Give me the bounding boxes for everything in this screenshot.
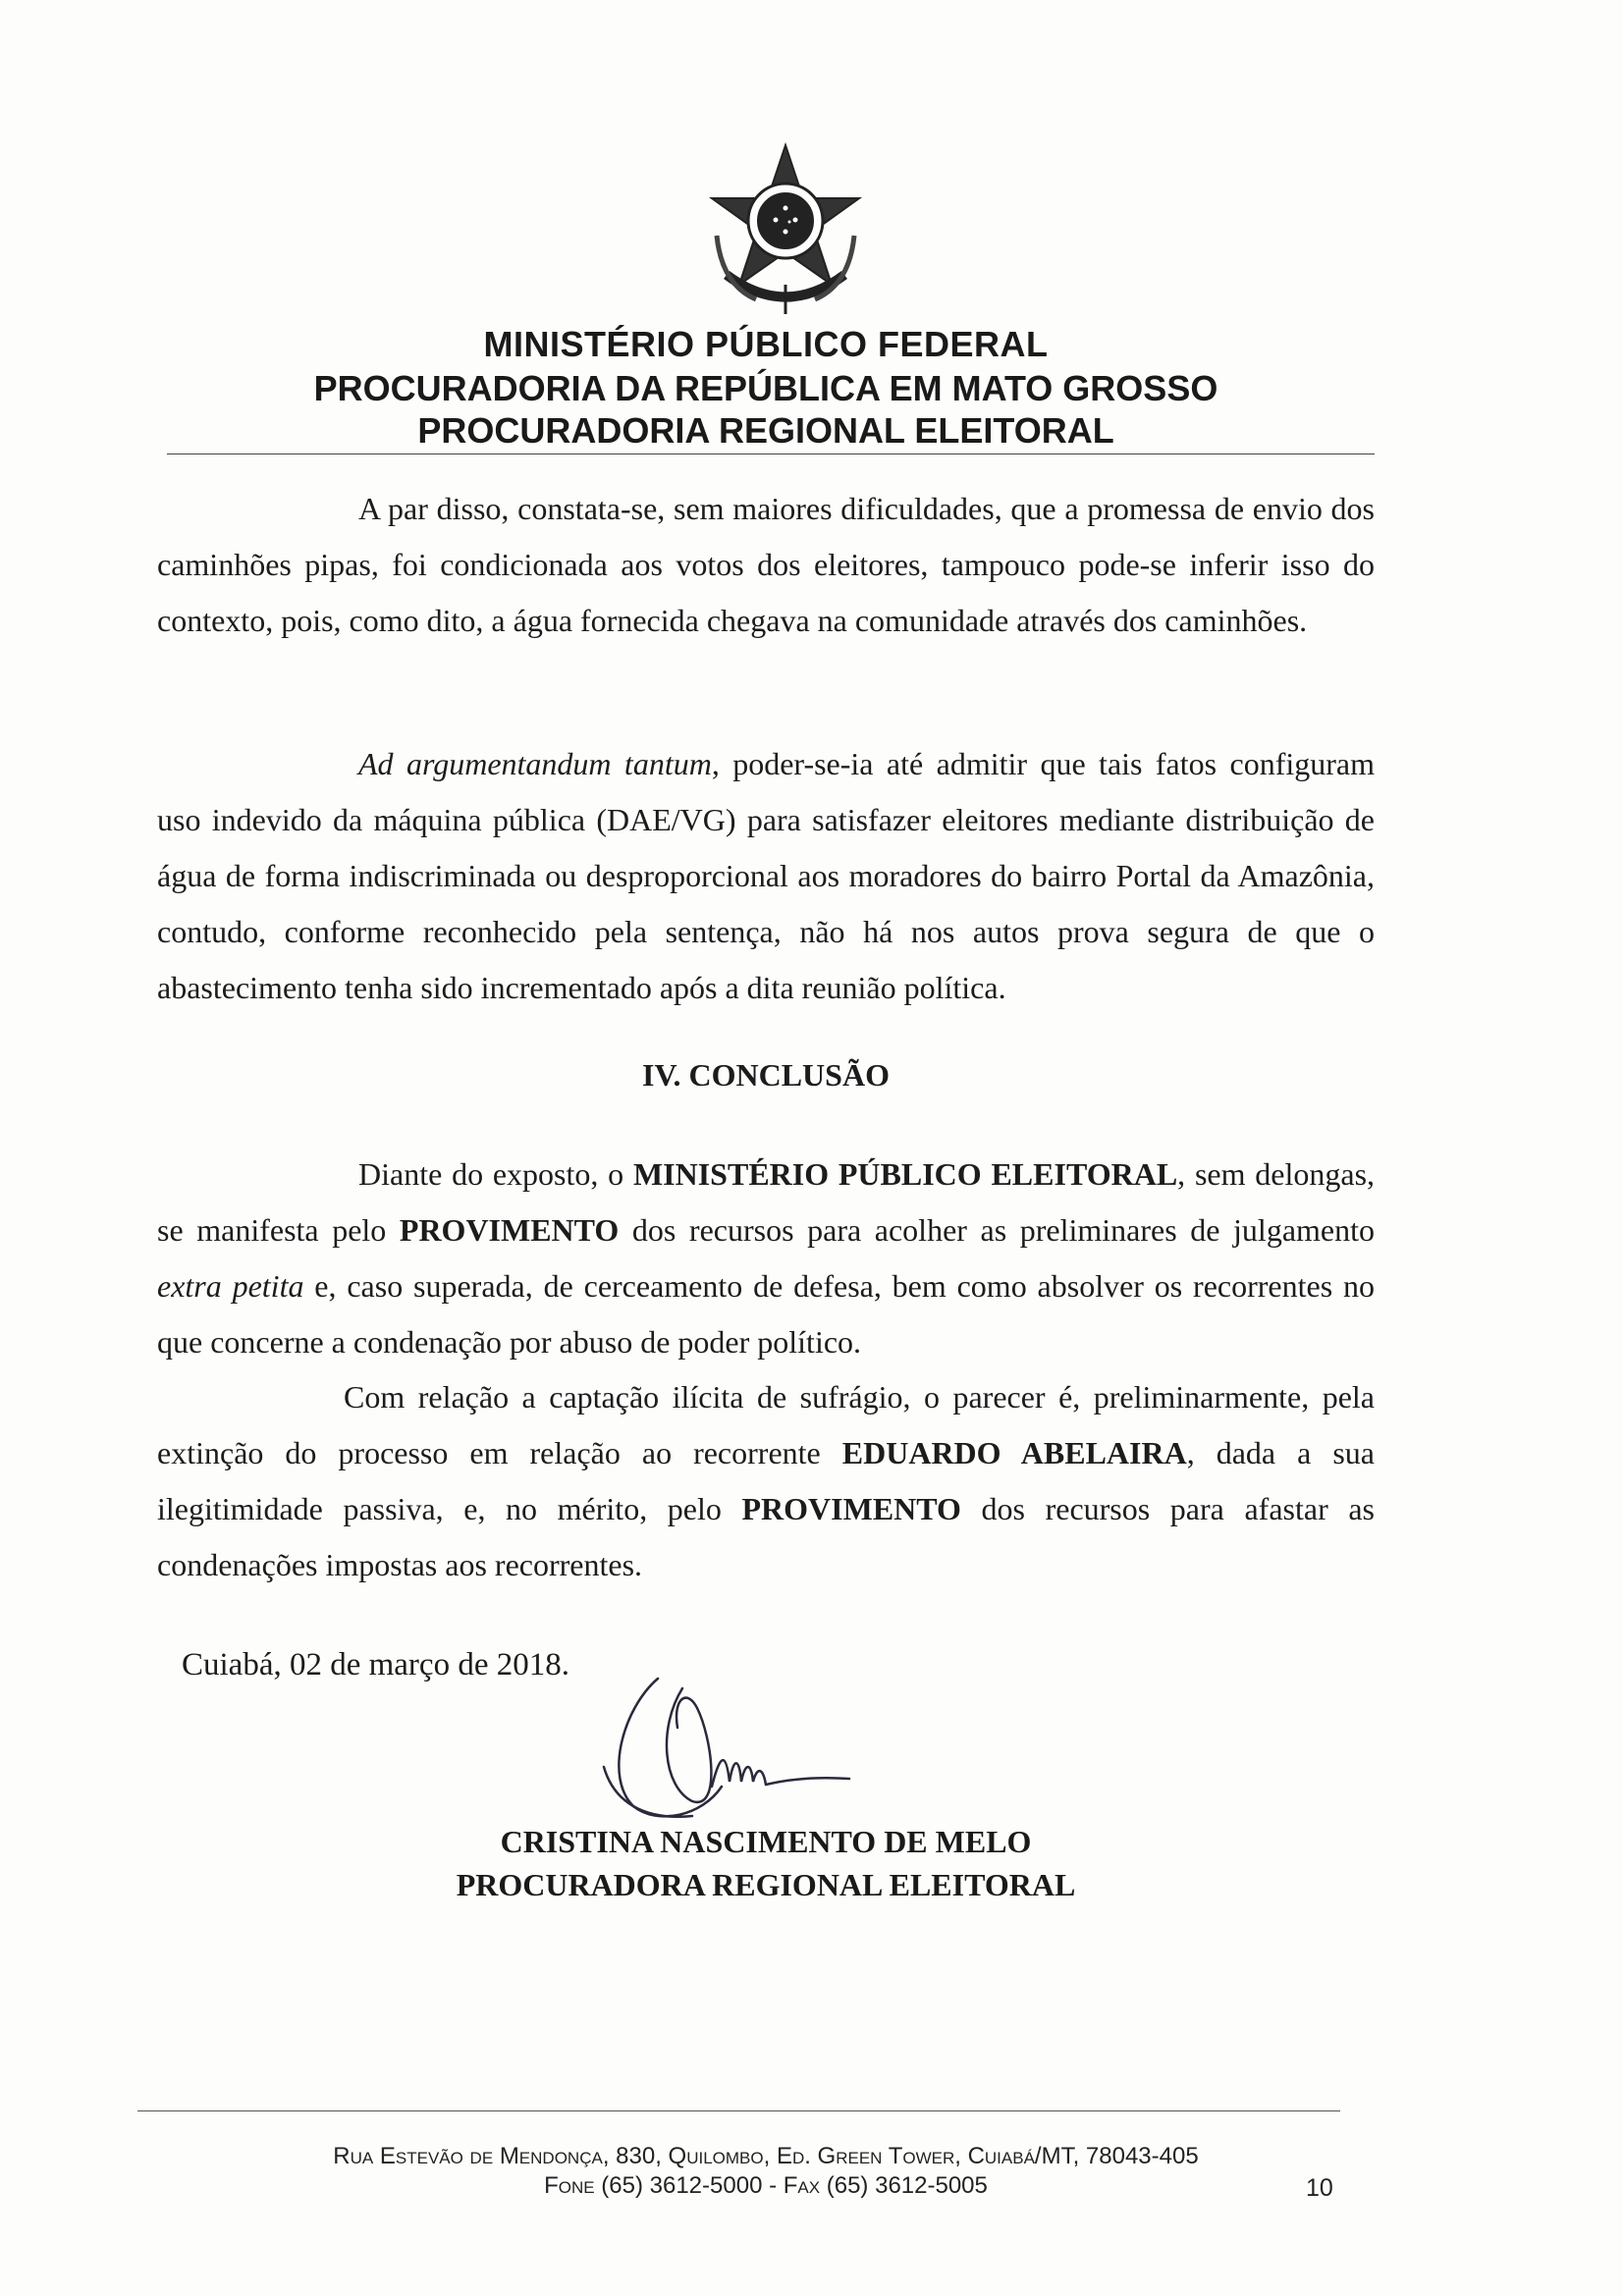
signer-name: CRISTINA NASCIMENTO DE MELO [500,1824,1032,1859]
footer-address: Rua Estevão de Mendonça, 830, Quilombo, Ed. Green Tower, Cuiabá/MT, 78043-405 [333,2143,1199,2169]
header-procuradoria: PROCURADORIA DA REPÚBLICA EM MATO GROSSO [313,368,1218,408]
section-title: IV. CONCLUSÃO [642,1057,890,1093]
coat-of-arms-emblem [687,137,884,324]
paragraph-2: Ad argumentandum tantum, poder-se-ia até admitir que tais fatos configuram uso indevido da máquina pública (DAE/VG) para satisfazer eleitores mediante distribuição de água de forma indiscriminada ou desproporcional aos moradores do bairro Portal da Amazônia, contudo, conforme reconhecido pela sentença, não há nos autos prova segura de que o abastecimento tenha sido incrementado após a dita reunião política. [157,746,1376,1005]
page-number: 10 [1306,2174,1333,2202]
paragraph-conclusion: Diante do exposto, o MINISTÉRIO PÚBLICO ELEITORAL, sem delongas, se manifesta pelo PROVIMENTO dos recursos para acolher as preliminares de julgamento extra petita e, caso superada, de cerceamento de defesa, bem como absolver os recorrentes no que concerne a condenação por abuso de poder político. [157,1156,1376,1360]
header-regional: PROCURADORIA REGIONAL ELEITORAL [417,410,1114,451]
header-ministry: MINISTÉRIO PÚBLICO FEDERAL [483,324,1049,364]
signer-title: PROCURADORA REGIONAL ELEITORAL [456,1867,1076,1902]
latin-phrase: Ad argumentandum tantum [358,746,712,781]
footer-phone: Fone (65) 3612-5000 - Fax (65) 3612-5005 [544,2172,988,2199]
date-line: Cuiabá, 02 de março de 2018. [182,1647,569,1682]
paragraph-1: A par disso, constata-se, sem maiores dificuldades, que a promessa de envio dos caminhões pipas, foi condicionada aos votos dos eleitores, tampouco pode-se inferir isso do contexto, pois, como dito, a água fornecida chegava na comunidade através dos caminhões. [157,491,1375,638]
paragraph-captacao: Com relação a captação ilícita de sufrágio, o parecer é, preliminarmente, pela extinção do processo em relação ao recorrente EDUARDO ABELAIRA, dada a sua ilegitimidade passiva, e, no mérito, pelo PROVIMENTO dos recursos para afastar as condenações impostas aos recorrentes. [157,1379,1376,1582]
footer-divider [137,2110,1340,2111]
handwritten-signature [565,1669,889,1836]
